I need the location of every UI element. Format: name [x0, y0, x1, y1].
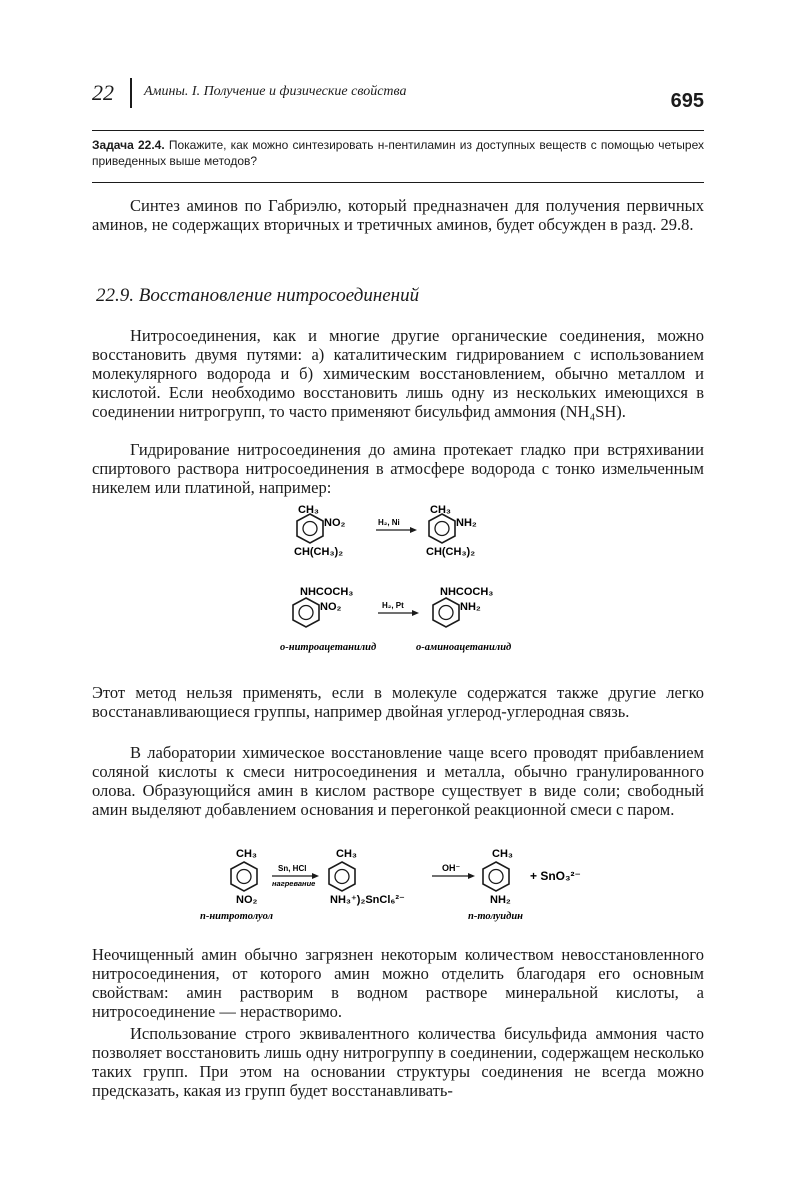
arrow1-top-label: Sn, HCl [278, 864, 307, 873]
page-number: 695 [670, 90, 704, 112]
task-text: Покажите, как можно синтезировать н-пентиламин из доступных веществ с помощью четырех приведенных выше методов? [92, 138, 704, 168]
caption-aminoacetanilide: о-аминоацетанилид [416, 642, 512, 653]
paragraph-5: Неочищенный амин обычно загрязнен некоторым количеством невосстановленного нитросоединения, от которого амин можно отделить благодаря его основным свойствам: амин растворим в водном растворе минеральной кислоты, а нитросоединение — нерастворимо. [92, 945, 704, 1021]
r1-bottom-label: CH(CH₃)₂ [294, 546, 344, 558]
c-bottom-label: NH₂ [490, 894, 511, 906]
b-top-label: CH₃ [336, 848, 357, 860]
b-bottom-label: NH₃⁺)₂SnCl₆²⁻ [330, 894, 405, 906]
benzene-ring-2 [429, 514, 455, 543]
task-top-rule [92, 130, 704, 131]
paragraph-1: Нитросоединения, как и многие другие органические соединения, можно восстановить двумя путями: а) каталитическим гидрированием с использованием молекулярного водорода и б) химическим восстановлением, обычно металлом и кислотой. Если необходимо восстановить лишь одну из нескольких имеющихся в соединении нитрогрупп, то часто применяют бисульфид аммония (NH₄SH). [92, 326, 704, 421]
scheme2-arrow2-head [468, 873, 475, 879]
paragraph-6: Использование строго эквивалентного количества бисульфида аммония часто позволяет восстановить лишь одну нитрогруппу в соединении, содержащем несколько таких групп. При этом на основании структуры соединения не всегда можно предсказать, какая из групп будет восстанавливать- [92, 1024, 704, 1100]
paragraph-3: Этот метод нельзя применять, если в молекуле содержатся также другие легко восстанавливающиеся группы, например двойная углерод-углеродная связь. [92, 683, 704, 721]
arrow1-label: H₂, Ni [378, 518, 400, 527]
tin-reduction-scheme [196, 840, 616, 930]
section-heading: 22.9. Восстановление нитросоединений [96, 285, 420, 306]
p1-side-label: NH₂ [456, 517, 477, 529]
caption-toluidine: п-толуидин [468, 911, 523, 922]
chapter-title: Амины. I. Получение и физические свойства [144, 84, 407, 99]
header-divider [130, 78, 132, 108]
p1-top-label: CH₃ [430, 504, 451, 516]
r1-side-label: NO₂ [324, 517, 346, 529]
p2-top-label: NHCOCH₃ [440, 586, 494, 598]
arrow1-bottom-label: нагревание [272, 879, 316, 888]
r2-side-label: NO₂ [320, 601, 342, 613]
tin-byproduct-label: + SnO₃²⁻ [530, 869, 581, 883]
paragraph-4: В лаборатории химическое восстановление чаще всего проводят прибавлением соляной кислоты к смеси нитросоединения и металла, обычно гранулированного олова. Образующийся амин в кислом растворе существует в виде соли; свободный амин выделяют добавлением основания и перегонкой реакционной смеси с паром. [92, 743, 704, 819]
arrow2-head [412, 610, 419, 616]
a-bottom-label: NO₂ [236, 894, 258, 906]
caption-nitroacetanilide: о-нитроацетанилид [280, 642, 377, 653]
benzene-ring-4 [433, 598, 459, 627]
benzene-ring-6 [329, 862, 355, 891]
arrow2-label: OH⁻ [442, 863, 461, 873]
hydrogenation-scheme [270, 500, 560, 660]
running-head [92, 76, 712, 112]
task-bottom-rule [92, 182, 704, 183]
task-label: Задача 22.4. [92, 138, 165, 152]
caption-nitrotoluene: п-нитротолуол [200, 911, 273, 922]
benzene-ring-3 [293, 598, 319, 627]
a-top-label: CH₃ [236, 848, 257, 860]
paragraph-2: Гидрирование нитросоединения до амина протекает гладко при встряхивании спиртового раствора нитросоединения в атмосфере водорода с тонко измельченным никелем или платиной, например: [92, 440, 704, 497]
r2-top-label: NHCOCH₃ [300, 586, 354, 598]
benzene-ring-1 [297, 514, 323, 543]
arrow2-label: H₂, Pt [382, 601, 404, 610]
benzene-ring-5 [231, 862, 257, 891]
task-box [92, 137, 704, 169]
intro-paragraph: Синтез аминов по Габриэлю, который предназначен для получения первичных аминов, не содержащих вторичных и третичных аминов, будет обсужден в разд. 29.8. [92, 196, 704, 234]
c-top-label: CH₃ [492, 848, 513, 860]
chapter-number: 22 [92, 80, 114, 105]
p1-bottom-label: CH(CH₃)₂ [426, 546, 476, 558]
r1-top-label: CH₃ [298, 504, 319, 516]
p2-side-label: NH₂ [460, 601, 481, 613]
arrow1-head [410, 527, 417, 533]
benzene-ring-7 [483, 862, 509, 891]
